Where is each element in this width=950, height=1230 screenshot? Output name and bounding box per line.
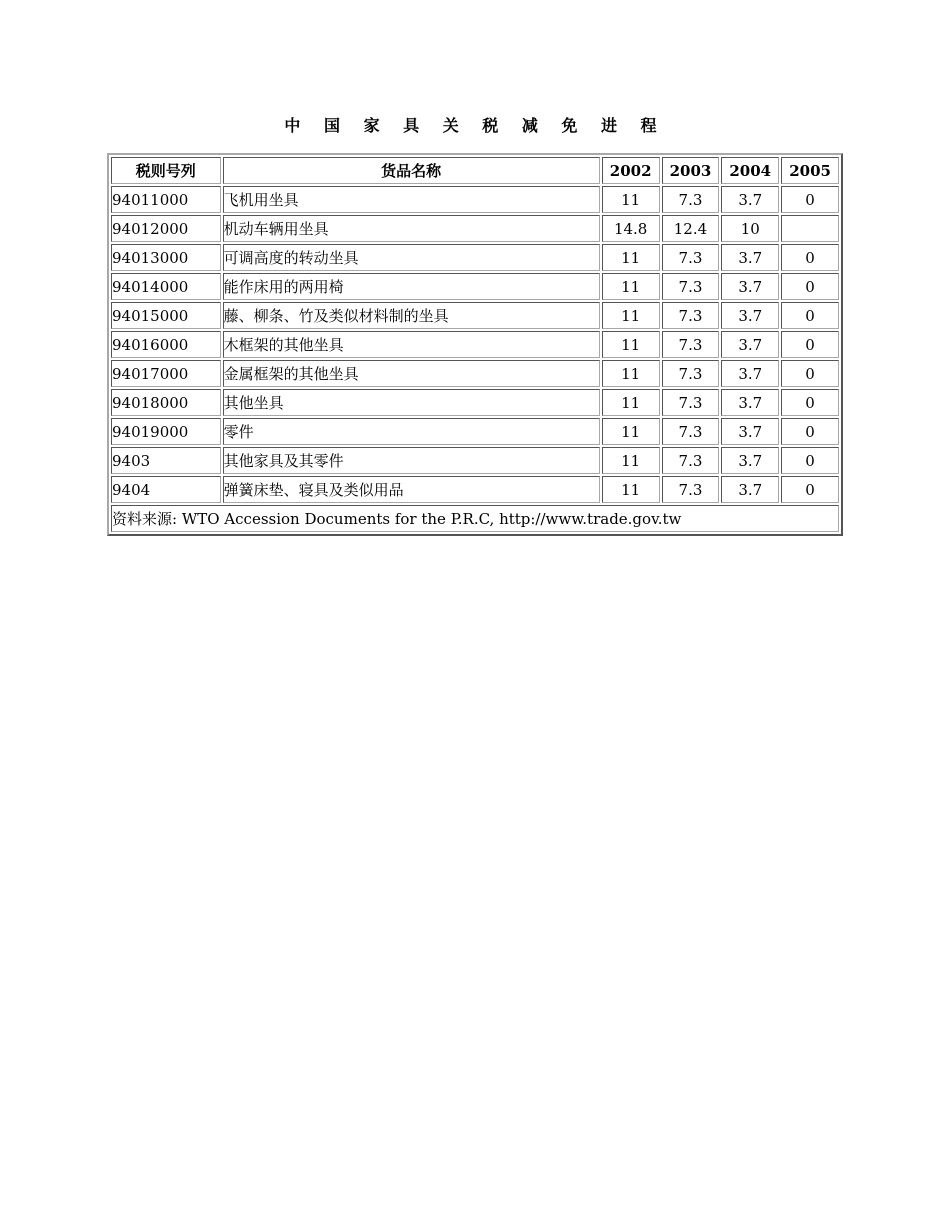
table-row bbox=[111, 360, 839, 387]
rate-cell-2002: 11 bbox=[602, 302, 660, 329]
rate-cell-2005: 0 bbox=[781, 331, 839, 358]
goods-name-cell: 能作床用的两用椅 bbox=[223, 273, 600, 300]
rate-cell-2004: 3.7 bbox=[721, 244, 779, 271]
rate-cell-2004: 3.7 bbox=[721, 476, 779, 503]
rate-cell-2004: 3.7 bbox=[721, 418, 779, 445]
tariff-code-cell: 9404 bbox=[111, 476, 221, 503]
tariff-code-cell: 94015000 bbox=[111, 302, 221, 329]
goods-name-cell: 机动车辆用坐具 bbox=[223, 215, 600, 242]
tariff-code-cell: 94019000 bbox=[111, 418, 221, 445]
rate-cell-2002: 11 bbox=[602, 331, 660, 358]
rate-cell-2002: 11 bbox=[602, 476, 660, 503]
rate-cell-2003: 7.3 bbox=[662, 186, 720, 213]
table-body bbox=[111, 186, 839, 503]
rate-cell-2002: 14.8 bbox=[602, 215, 660, 242]
rate-cell-2004: 3.7 bbox=[721, 389, 779, 416]
rate-cell-2005 bbox=[781, 215, 839, 242]
header-goods-name: 货品名称 bbox=[223, 157, 600, 184]
rate-cell-2003: 7.3 bbox=[662, 476, 720, 503]
rate-cell-2003: 7.3 bbox=[662, 273, 720, 300]
rate-cell-2005: 0 bbox=[781, 244, 839, 271]
table-row bbox=[111, 215, 839, 242]
rate-cell-2003: 7.3 bbox=[662, 331, 720, 358]
tariff-code-cell: 9403 bbox=[111, 447, 221, 474]
goods-name-cell: 金属框架的其他坐具 bbox=[223, 360, 600, 387]
rate-cell-2005: 0 bbox=[781, 273, 839, 300]
goods-name-cell: 木框架的其他坐具 bbox=[223, 331, 600, 358]
rate-cell-2005: 0 bbox=[781, 360, 839, 387]
rate-cell-2004: 3.7 bbox=[721, 360, 779, 387]
rate-cell-2003: 12.4 bbox=[662, 215, 720, 242]
rate-cell-2003: 7.3 bbox=[662, 360, 720, 387]
tariff-code-cell: 94014000 bbox=[111, 273, 221, 300]
tariff-table bbox=[107, 153, 843, 536]
rate-cell-2005: 0 bbox=[781, 389, 839, 416]
rate-cell-2004: 3.7 bbox=[721, 186, 779, 213]
rate-cell-2003: 7.3 bbox=[662, 389, 720, 416]
table-row bbox=[111, 244, 839, 271]
table-row bbox=[111, 418, 839, 445]
rate-cell-2003: 7.3 bbox=[662, 244, 720, 271]
header-year-2005: 2005 bbox=[781, 157, 839, 184]
rate-cell-2003: 7.3 bbox=[662, 302, 720, 329]
rate-cell-2005: 0 bbox=[781, 447, 839, 474]
rate-cell-2002: 11 bbox=[602, 418, 660, 445]
rate-cell-2002: 11 bbox=[602, 244, 660, 271]
header-year-2002: 2002 bbox=[602, 157, 660, 184]
rate-cell-2004: 3.7 bbox=[721, 302, 779, 329]
goods-name-cell: 弹簧床垫、寝具及类似用品 bbox=[223, 476, 600, 503]
source-note: 资料来源: WTO Accession Documents for the P.R.C, http://www.trade.gov.tw bbox=[111, 505, 839, 532]
rate-cell-2004: 3.7 bbox=[721, 331, 779, 358]
table-row bbox=[111, 476, 839, 503]
rate-cell-2002: 11 bbox=[602, 360, 660, 387]
tariff-code-cell: 94012000 bbox=[111, 215, 221, 242]
table-row bbox=[111, 273, 839, 300]
table-header-row bbox=[111, 157, 839, 184]
table-row bbox=[111, 447, 839, 474]
tariff-code-cell: 94011000 bbox=[111, 186, 221, 213]
header-year-2004: 2004 bbox=[721, 157, 779, 184]
document-title: 中 国 家 具 关 税 减 免 进 程 bbox=[284, 116, 666, 135]
tariff-code-cell: 94018000 bbox=[111, 389, 221, 416]
tariff-code-cell: 94013000 bbox=[111, 244, 221, 271]
header-tariff-code: 税则号列 bbox=[111, 157, 221, 184]
rate-cell-2004: 10 bbox=[721, 215, 779, 242]
header-year-2003: 2003 bbox=[662, 157, 720, 184]
rate-cell-2003: 7.3 bbox=[662, 418, 720, 445]
goods-name-cell: 其他家具及其零件 bbox=[223, 447, 600, 474]
table-row bbox=[111, 389, 839, 416]
rate-cell-2004: 3.7 bbox=[721, 447, 779, 474]
goods-name-cell: 其他坐具 bbox=[223, 389, 600, 416]
rate-cell-2002: 11 bbox=[602, 447, 660, 474]
rate-cell-2002: 11 bbox=[602, 273, 660, 300]
table-row bbox=[111, 302, 839, 329]
goods-name-cell: 可调高度的转动坐具 bbox=[223, 244, 600, 271]
rate-cell-2004: 3.7 bbox=[721, 273, 779, 300]
goods-name-cell: 飞机用坐具 bbox=[223, 186, 600, 213]
tariff-code-cell: 94017000 bbox=[111, 360, 221, 387]
source-row bbox=[111, 505, 839, 532]
rate-cell-2005: 0 bbox=[781, 186, 839, 213]
tariff-code-cell: 94016000 bbox=[111, 331, 221, 358]
rate-cell-2003: 7.3 bbox=[662, 447, 720, 474]
rate-cell-2002: 11 bbox=[602, 186, 660, 213]
rate-cell-2002: 11 bbox=[602, 389, 660, 416]
table-row bbox=[111, 186, 839, 213]
goods-name-cell: 零件 bbox=[223, 418, 600, 445]
rate-cell-2005: 0 bbox=[781, 418, 839, 445]
rate-cell-2005: 0 bbox=[781, 476, 839, 503]
goods-name-cell: 藤、柳条、竹及类似材料制的坐具 bbox=[223, 302, 600, 329]
table-row bbox=[111, 331, 839, 358]
rate-cell-2005: 0 bbox=[781, 302, 839, 329]
